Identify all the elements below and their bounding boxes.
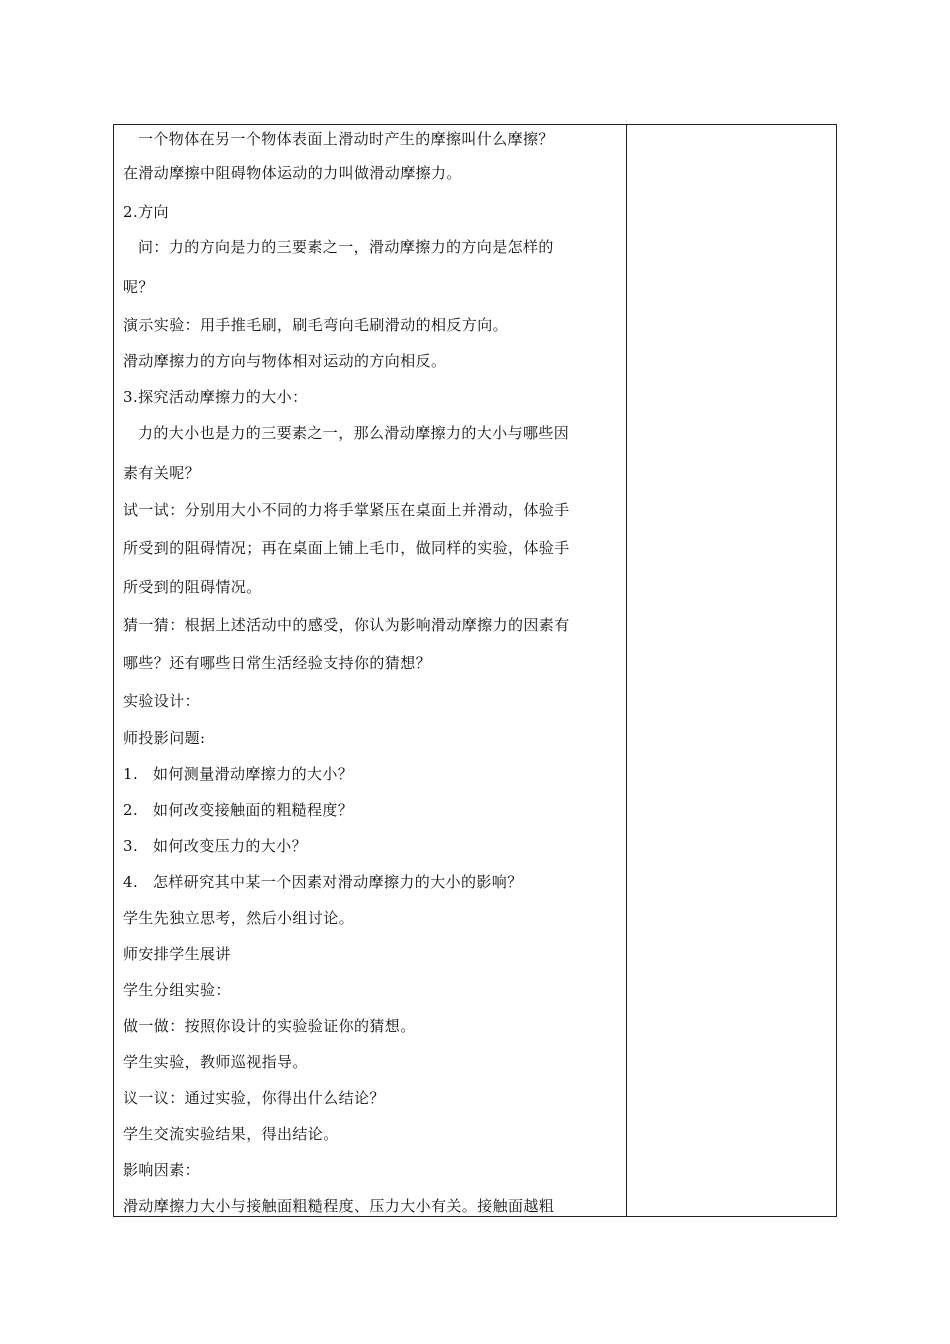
paragraph-line: 在滑动摩擦中阻碍物体运动的力叫做滑动摩擦力。 [123,164,462,182]
question-item [123,764,353,784]
paragraph-line: 问：力的方向是力的三要素之一，滑动摩擦力的方向是怎样的 [138,238,554,256]
paragraph-line: 学生交流实验结果，得出结论。 [123,1125,339,1143]
section-heading-direction: 2.方向 [123,203,169,221]
question-number: 4. [123,873,139,891]
question-text: 如何测量滑动摩擦力的大小？ [153,765,354,783]
paragraph-line: 素有关呢？ [123,464,201,482]
paragraph-line: 影响因素： [123,1161,201,1179]
paragraph-line: 力的大小也是力的三要素之一，那么滑动摩擦力的大小与哪些因 [138,424,570,442]
paragraph-line: 滑动摩擦力的方向与物体相对运动的方向相反。 [123,352,447,370]
question-text: 如何改变压力的大小？ [153,837,308,855]
paragraph-line: 猜一猜：根据上述活动中的感受，你认为影响滑动摩擦力的因素有 [123,616,570,634]
paragraph-line: 学生分组实验： [123,981,231,999]
paragraph-line: 呢？ [123,278,154,296]
paragraph-line: 学生实验，教师巡视指导。 [123,1053,308,1071]
question-number: 3. [123,837,139,855]
lesson-table [113,124,837,1217]
paragraph-line: 师安排学生展讲 [123,945,231,963]
section-heading-magnitude: 3.探究活动摩擦力的大小： [123,388,308,406]
question-text: 怎样研究其中某一个因素对滑动摩擦力的大小的影响？ [153,873,523,891]
question-text: 如何改变接触面的粗糙程度？ [153,801,354,819]
question-item [123,836,307,856]
paragraph-line: 一个物体在另一个物体表面上滑动时产生的摩擦叫什么摩擦？ [138,130,554,148]
question-item [123,800,353,820]
paragraph-line: 所受到的阻碍情况。 [123,578,262,596]
question-item [123,872,523,892]
notes-cell [627,125,836,1216]
paragraph-line: 实验设计： [123,692,201,710]
paragraph-line: 议一议：通过实验，你得出什么结论？ [123,1089,385,1107]
question-number: 1. [123,765,139,783]
paragraph-line: 师投影问题: [123,729,206,747]
paragraph-line: 所受到的阻碍情况；再在桌面上铺上毛巾，做同样的实验，体验手 [123,539,570,557]
paragraph-line: 演示实验：用手推毛刷，刷毛弯向毛刷滑动的相反方向。 [123,316,509,334]
lesson-content-cell [114,125,626,1216]
paragraph-line: 试一试：分别用大小不同的力将手掌紧压在桌面上并滑动，体验手 [123,501,570,519]
paragraph-line: 滑动摩擦力大小与接触面粗糙程度、压力大小有关。接触面越粗 [123,1197,555,1215]
question-number: 2. [123,801,139,819]
paragraph-line: 做一做：按照你设计的实验验证你的猜想。 [123,1017,416,1035]
paragraph-line: 哪些？还有哪些日常生活经验支持你的猜想？ [123,654,432,672]
paragraph-line: 学生先独立思考，然后小组讨论。 [123,909,355,927]
